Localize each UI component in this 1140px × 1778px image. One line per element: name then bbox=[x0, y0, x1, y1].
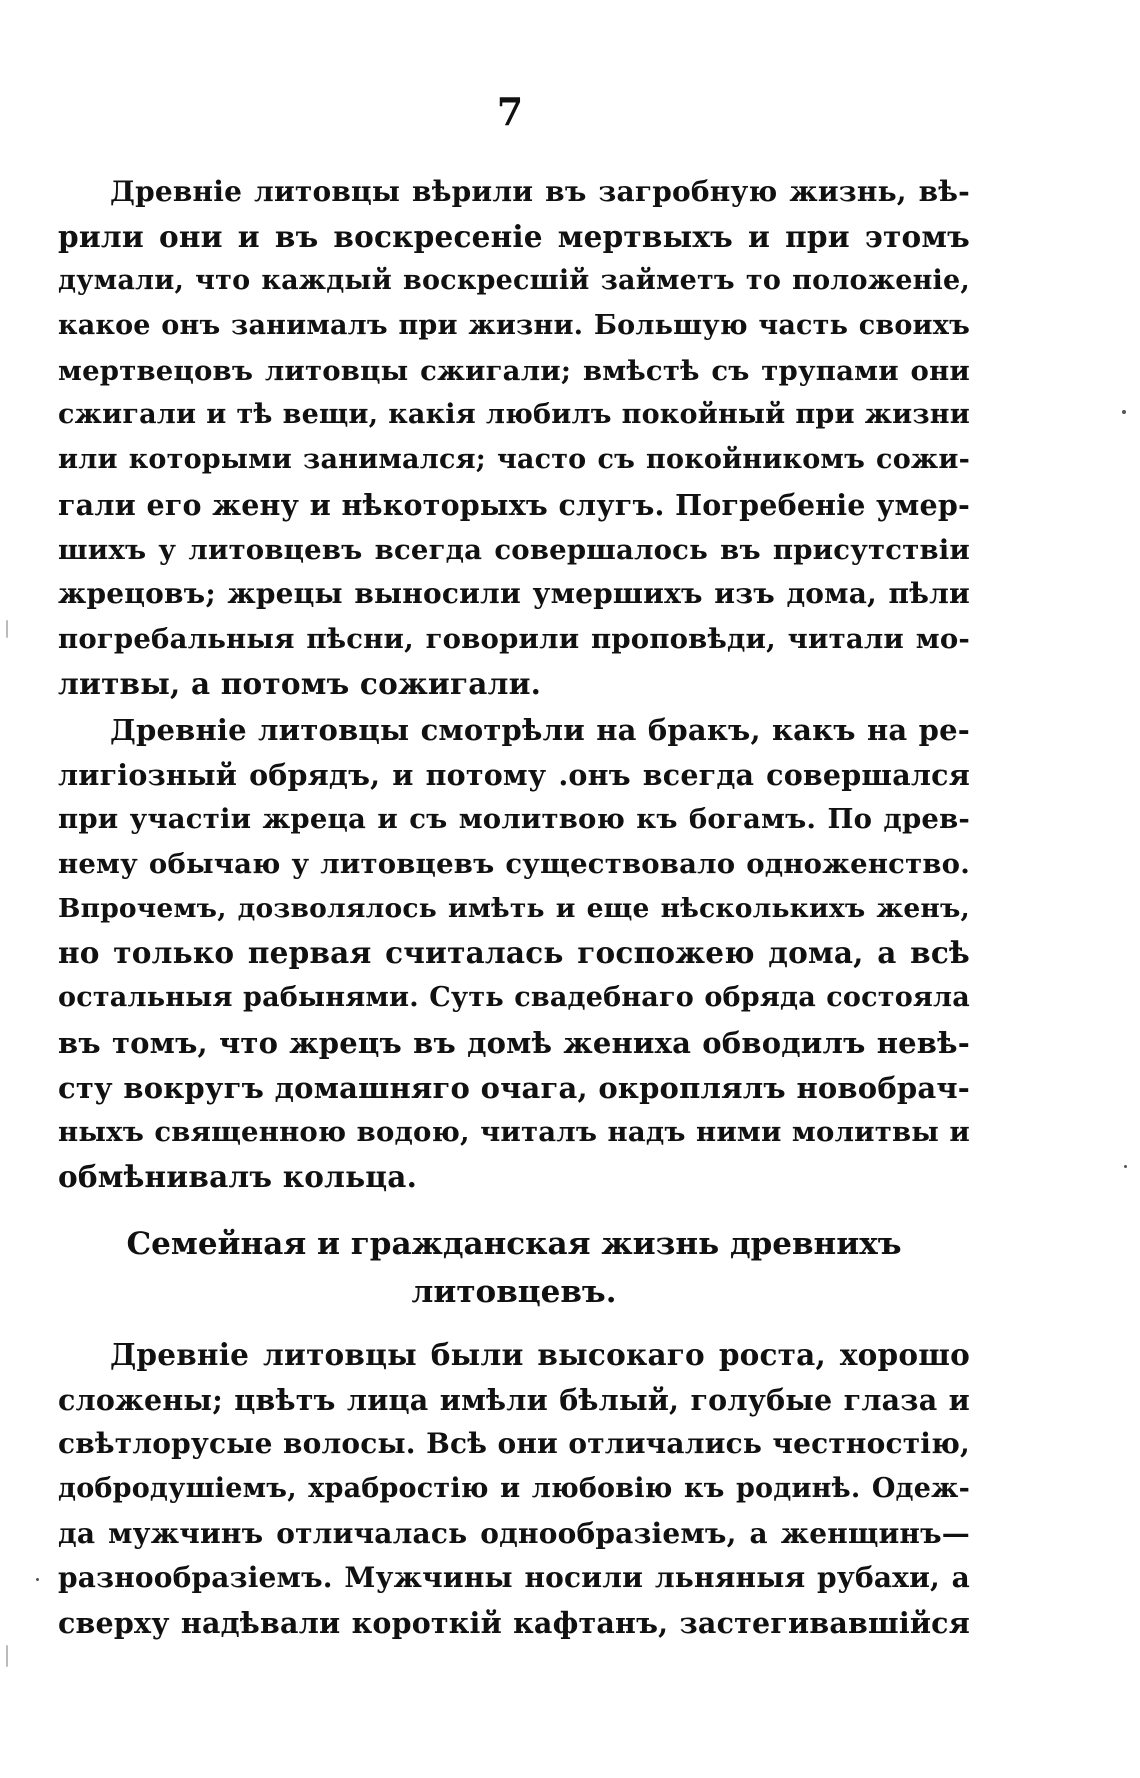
section-heading bbox=[58, 1220, 970, 1316]
text-line: или которыми занимался; часто съ покойникомъ сожи- bbox=[58, 444, 970, 476]
text-line: Древніе литовцы были высокаго роста, хорошо bbox=[110, 1337, 970, 1372]
scan-speck bbox=[1122, 410, 1126, 414]
scan-speck bbox=[1124, 1165, 1127, 1168]
text-line: свѣтлорусые волосы. Всѣ они отличались честностію, bbox=[58, 1427, 970, 1461]
text-line: разнообразіемъ. Мужчины носили льняныя рубахи, а bbox=[58, 1561, 970, 1595]
text-line: думали, что каждый воскресшій займетъ то положеніе, bbox=[58, 265, 970, 297]
text-line: мертвецовъ литовцы сжигали; вмѣстѣ съ трупами они bbox=[58, 354, 970, 387]
text-line: жрецовъ; жрецы выносили умершихъ изъ дома, пѣли bbox=[58, 577, 970, 611]
text-line: сверху надѣвали короткій кафтанъ, застегивавшійся bbox=[58, 1606, 970, 1641]
text-line: обмѣнивалъ кольца. bbox=[58, 1158, 418, 1194]
page-number: 7 bbox=[496, 89, 524, 134]
text-line: да мужчинъ отличалась однообразіемъ, а женщинъ— bbox=[58, 1516, 970, 1550]
text-line: погребальныя пѣсни, говорили проповѣди, читали мо- bbox=[58, 622, 970, 655]
text-line: но только первая считалась госпожею дома, а всѣ bbox=[58, 935, 970, 971]
text-line: остальныя рабынями. Суть свадебнаго обряда состояла bbox=[58, 982, 970, 1014]
text-line: ныхъ священною водою, читалъ надъ ними молитвы и bbox=[58, 1116, 970, 1149]
text-line: нему обычаю у литовцевъ существовало одноженство. bbox=[58, 848, 970, 881]
scan-speck bbox=[6, 620, 8, 638]
paragraph-3 bbox=[58, 1333, 970, 1646]
text-line: сложены; цвѣтъ лица имѣли бѣлый, голубые глаза и bbox=[58, 1382, 970, 1417]
paragraph-1 bbox=[58, 170, 970, 706]
text-line: Древніе литовцы вѣрили въ загробную жизнь, вѣ- bbox=[110, 175, 970, 208]
paragraph-2 bbox=[58, 708, 970, 1200]
text-line: добродушіемъ, храбростію и любовію къ родинѣ. Одеж- bbox=[58, 1473, 970, 1505]
heading-line: литовцевъ. bbox=[411, 1274, 617, 1310]
text-line: при участіи жреца и съ молитвою къ богамъ. По древ- bbox=[58, 803, 970, 836]
text-line: въ томъ, что жрецъ въ домѣ жениха обводилъ невѣ- bbox=[58, 1025, 970, 1060]
text-line: какое онъ занималъ при жизни. Большую часть своихъ bbox=[58, 310, 970, 342]
scan-speck bbox=[6, 1645, 8, 1667]
text-line: шихъ у литовцевъ всегда совершалось въ присутствіи bbox=[58, 533, 970, 566]
text-line: гали его жену и нѣкоторыхъ слугъ. Погребеніе умер- bbox=[58, 487, 970, 522]
text-line: Впрочемъ, дозволялось имѣть и еще нѣсколькихъ женъ, bbox=[58, 892, 970, 924]
text-line: сжигали и тѣ вещи, какія любилъ покойный при жизни bbox=[58, 399, 970, 431]
scan-speck bbox=[36, 1578, 39, 1581]
text-line: рили они и въ воскресеніе мертвыхъ и при этомъ bbox=[58, 218, 970, 254]
text-line: сту вокругъ домашняго очага, окроплялъ новобрач- bbox=[58, 1070, 970, 1105]
heading-line: Семейная и гражданская жизнь древнихъ bbox=[126, 1226, 902, 1262]
text-line: лигіозный обрядъ, и потому .онъ всегда совершался bbox=[58, 757, 970, 792]
text-line: Древніе литовцы смотрѣли на бракъ, какъ на ре- bbox=[110, 713, 970, 747]
text-line: литвы, а потомъ сожигали. bbox=[58, 665, 542, 701]
